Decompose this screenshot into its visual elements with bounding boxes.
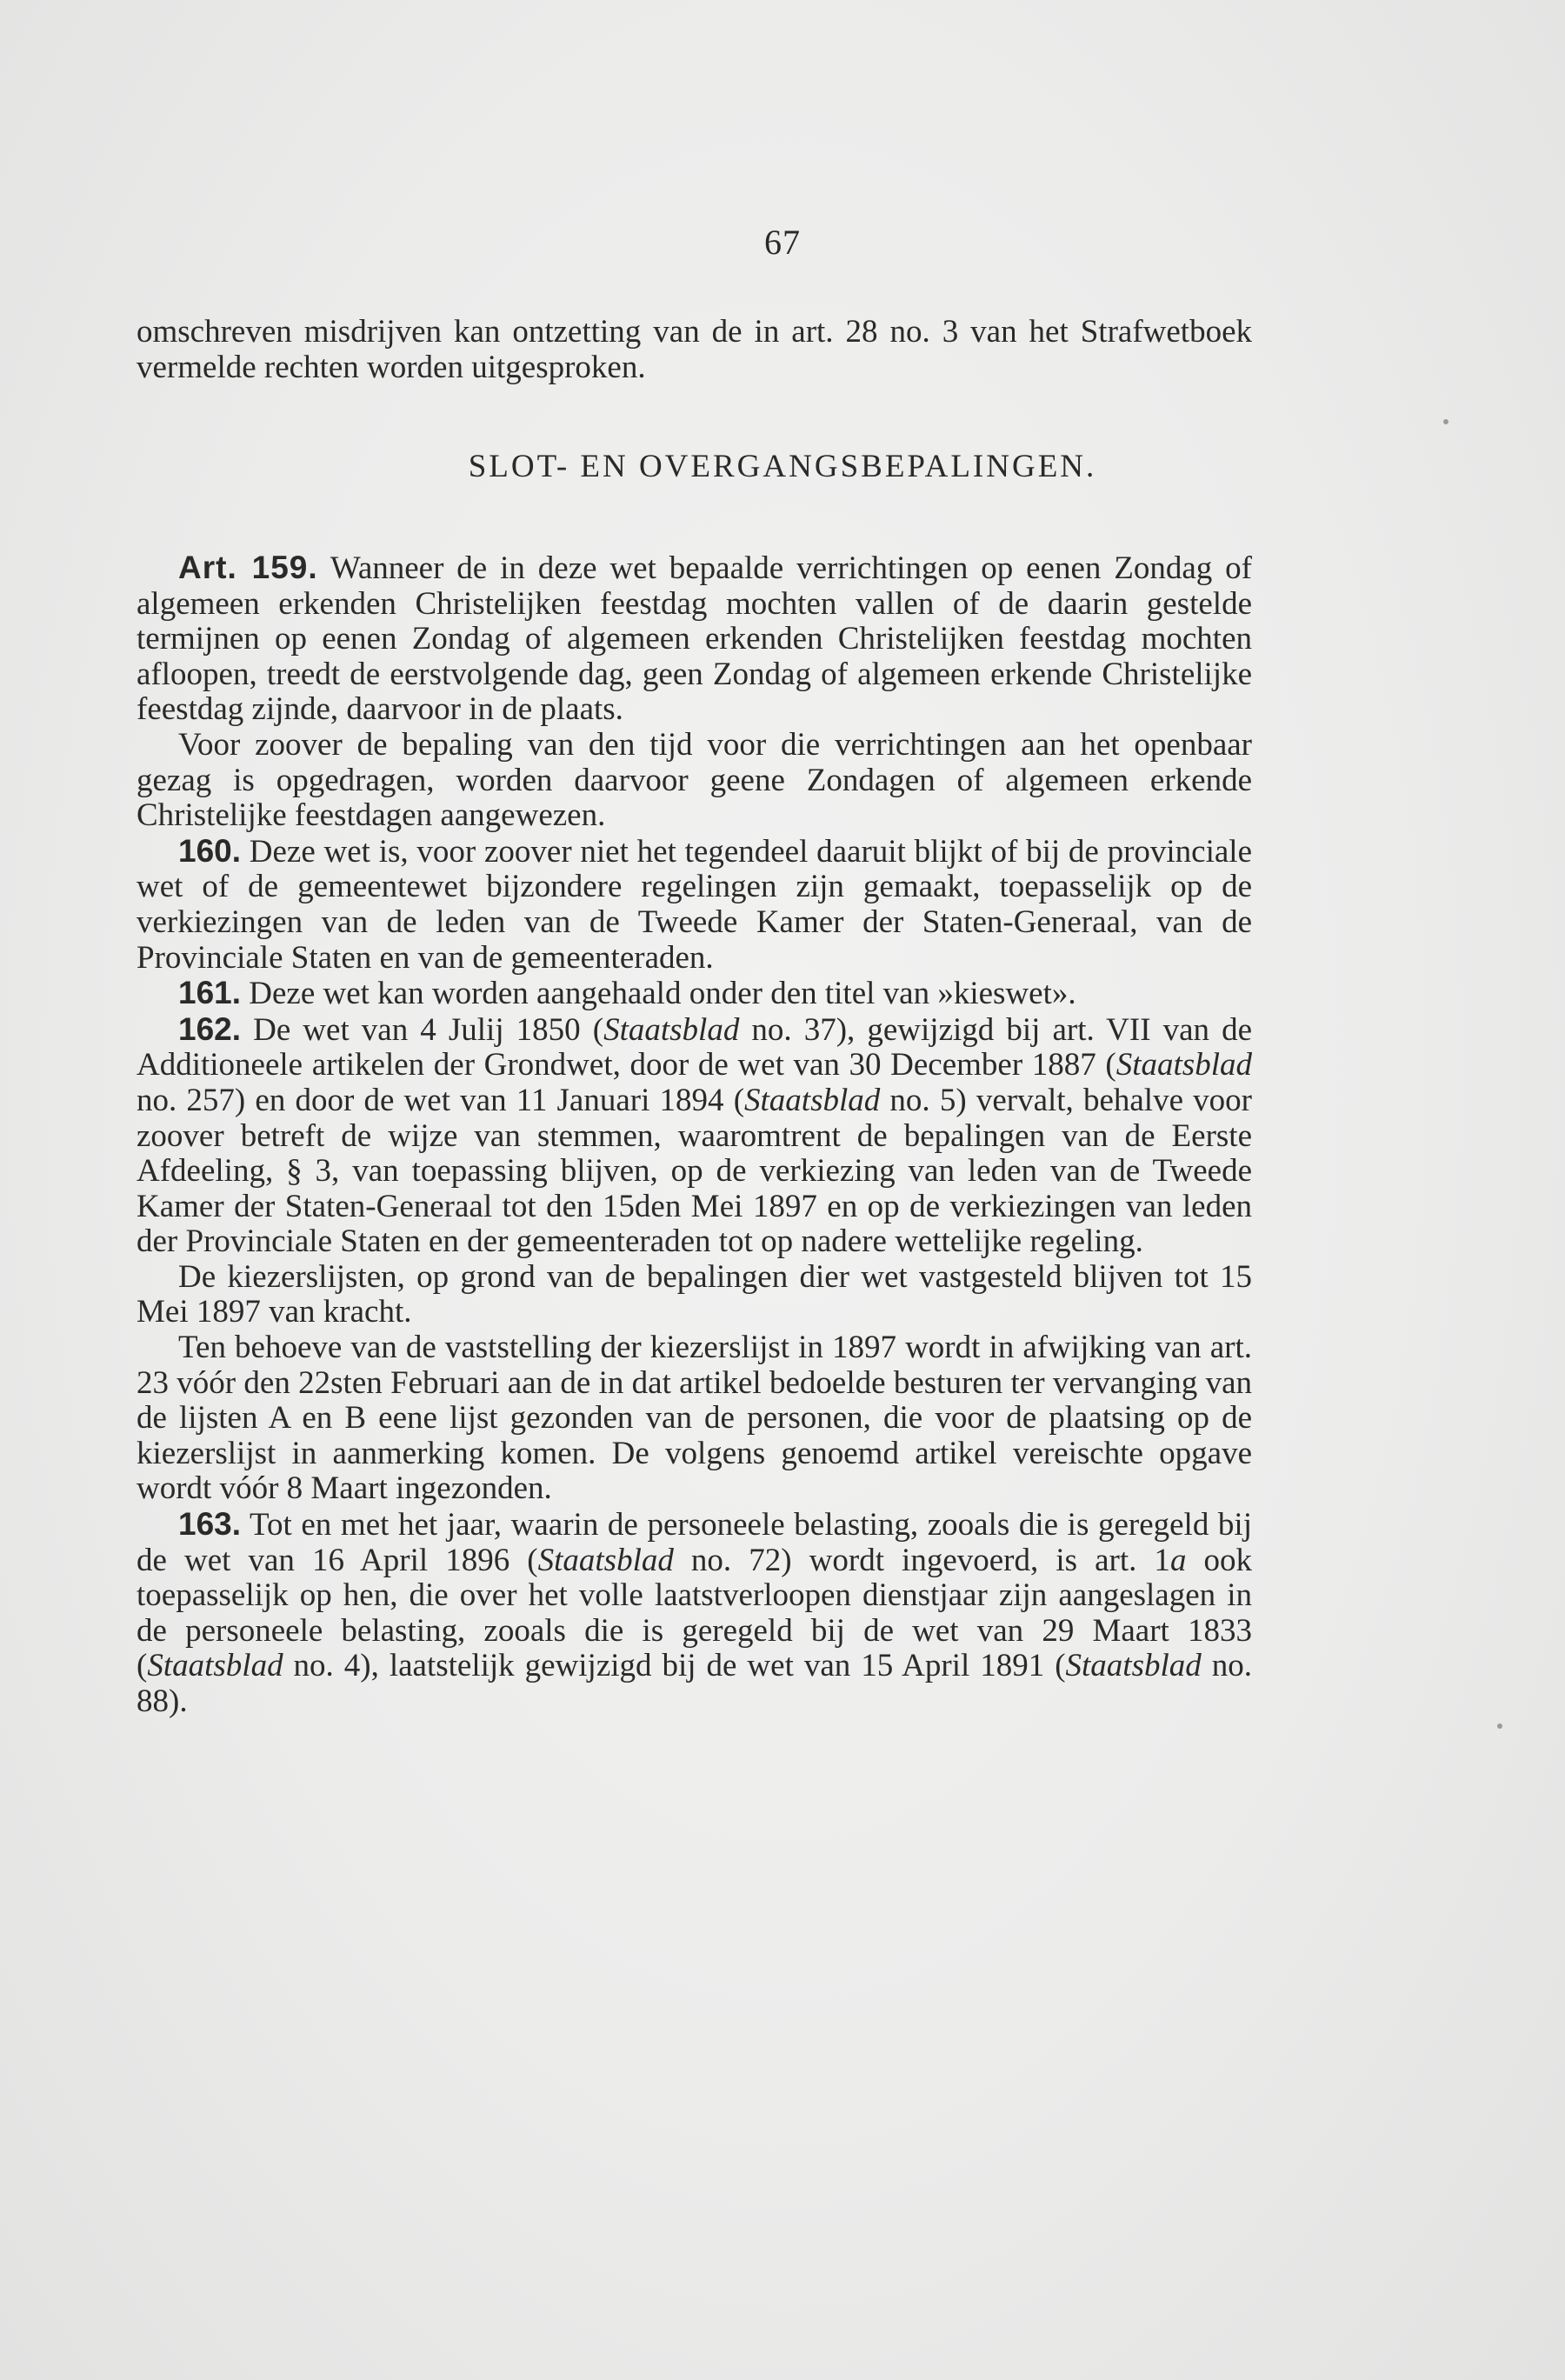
art-162-text-1: De wet van 4 Julij 1850 ( (253, 1011, 604, 1048)
art-160-label: 160. (178, 832, 242, 869)
art-159-text: Wanneer de in deze wet bepaalde verrichtingen op eenen Zondag of algemeen erkenden Christelijken feestdag mochten vallen of de daarin gestelde termijnen op eenen Zondag of algemeen erkenden Christelijken feestdag mochten afloopen, treedt de eerstvolgende dag, geen Zondag of algemeen erkende Christelijke feestdag zijnde, daarvoor in de plaats. (137, 550, 1252, 728)
art-163-text-3: ook toepasselijk op hen, die over het volle laatstverloopen dienstjaar zijn aangeslagen in de personeele belasting, zooals die is geregeld bij de wet van 29 Maart 1833 ( (137, 1542, 1253, 1684)
intro-paragraph (137, 315, 1252, 385)
paper-speck (1443, 419, 1448, 424)
page-number: 67 (764, 223, 801, 262)
art-160-paragraph (137, 834, 1252, 976)
section-heading: SLOT- EN OVERGANGSBEPALINGEN. (468, 449, 1097, 484)
art-159-paragraph-2: Voor zoover de bepaling van den tijd voor die verrichtingen aan het openbaar gezag is opgedragen, worden daarvoor geene Zondagen of algemeen erkende Christelijke feestdagen aangewezen. (137, 726, 1252, 834)
art-163-staatsblad-1: Staatsblad (537, 1542, 674, 1578)
art-163-text-4: no. 4), laatstelijk gewijzigd bij de wet van 15 April 1891 ( (283, 1648, 1066, 1684)
art-162-paragraph-3: Ten behoeve van de vaststelling der kiezerslijst in 1897 wordt in afwijking van art. 23 vóór den 22sten Februari aan de in dat artikel bedoelde besturen ter vervanging van de lijsten A en B eene lijst gezonden van de personen, die voor de plaatsing op de kiezerslijst in aanmerking komen. De volgens genoemd artikel vereischte opgave wordt vóór 8 Maart ingezonden. (137, 1330, 1252, 1507)
art-163-letter-a: a (1169, 1542, 1187, 1578)
art-162-text-3: no. 257) en door de wet van 11 Januari 1894 ( (137, 1082, 745, 1118)
art-163-staatsblad-2: Staatsblad (147, 1648, 283, 1684)
articles-body (137, 550, 1252, 1720)
art-162-text-2: no. 37), gewijzigd bij art. VII van de Additioneele artikelen der Grondwet, door de wet van 30 December 1887 ( (137, 1011, 1253, 1083)
art-162-label: 162. (178, 1010, 242, 1047)
paper-speck (1497, 1723, 1502, 1729)
art-161-label: 161. (178, 975, 242, 1011)
intro-text: omschreven misdrijven kan ontzetting van de in art. 28 no. 3 van het Strafwetboek vermelde rechten worden uitgesproken. (137, 314, 1252, 385)
art-161-paragraph (137, 976, 1252, 1012)
art-163-text-2: no. 72) wordt ingevoerd, is art. 1 (673, 1542, 1170, 1578)
art-159-paragraph-1 (137, 550, 1252, 728)
art-161-text: Deze wet kan worden aangehaald onder den titel van »kieswet». (249, 976, 1076, 1012)
art-162-staatsblad-2: Staatsblad (1115, 1047, 1252, 1083)
art-162-staatsblad-3: Staatsblad (744, 1082, 881, 1118)
art-159-label: Art. 159. (178, 550, 318, 585)
art-163-text-5: no. 88). (137, 1648, 1253, 1719)
art-162-paragraph-2: De kiezerslijsten, op grond van de bepalingen dier wet vastgesteld blijven tot 15 Mei 1897 van kracht. (137, 1258, 1252, 1330)
art-162-text-4: no. 5) vervalt, behalve voor zoover betreft de wijze van stemmen, waaromtrent de bepalingen van de Eerste Afdeeling, § 3, van toepassing blijven, op de verkiezing van leden van de Tweede Kamer der Staten-Generaal tot den 15den Mei 1897 en op de verkiezingen van leden der Provinciale Staten en der gemeenteraden tot op nadere wettelijke regeling. (137, 1082, 1252, 1260)
art-163-text-1: Tot en met het jaar, waarin de personeele belasting, zooals die is geregeld bij de wet van 16 April 1896 ( (137, 1507, 1252, 1578)
art-163-paragraph (137, 1507, 1252, 1720)
art-162-paragraph-1 (137, 1012, 1252, 1260)
art-163-label: 163. (178, 1506, 242, 1543)
art-162-staatsblad-1: Staatsblad (603, 1011, 740, 1048)
art-160-text: Deze wet is, voor zoover niet het tegendeel daaruit blijkt of bij de provinciale wet of de gemeentewet bijzondere regelingen zijn gemaakt, toepasselijk op de verkiezingen van de leden van de Tweede Kamer der Staten-Generaal, van de Provinciale Staten en van de gemeenteraden. (137, 833, 1252, 976)
art-163-staatsblad-3: Staatsblad (1065, 1648, 1202, 1684)
